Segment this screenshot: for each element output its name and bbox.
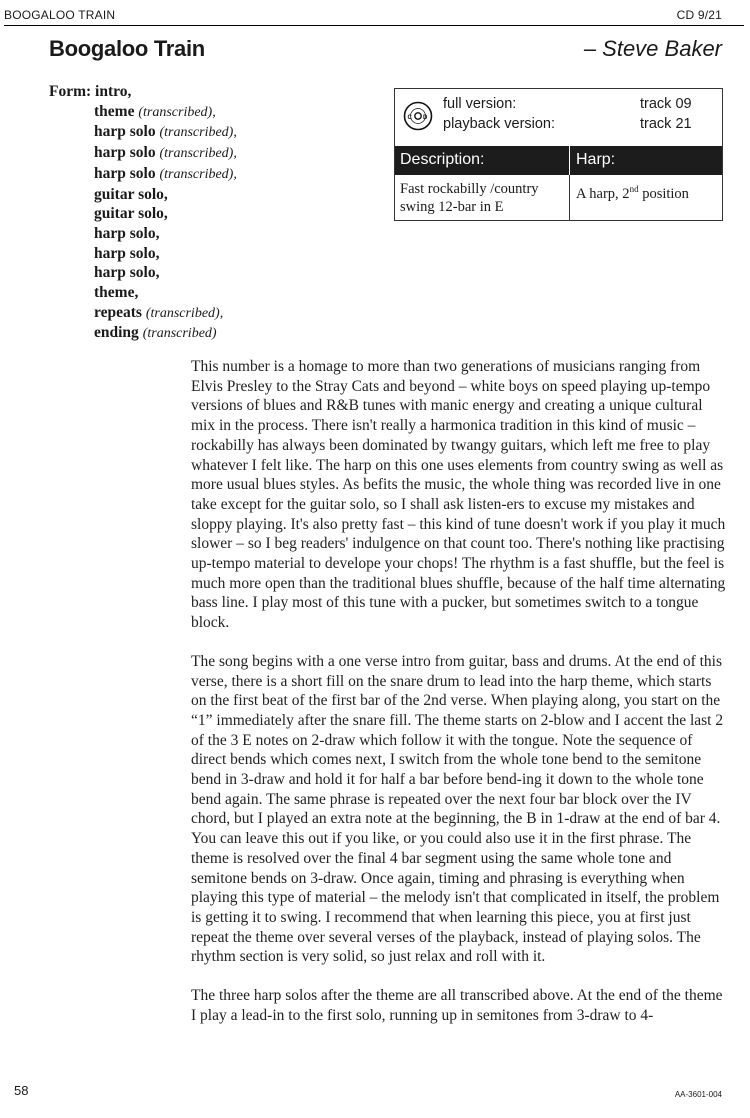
form-part: theme, <box>94 284 139 302</box>
form-item <box>94 244 237 264</box>
harp-value <box>576 180 721 203</box>
form-item <box>94 323 237 344</box>
paragraph: This number is a homage to more than two generations of musicians ranging from Elvis Presley to the Stray Cats and beyond – white boys on speed playing up-tempo versions of blues and R&B tunes with manic energy and creating a unique cultural mix in the process. There isn't really a harmonica tradition in this kind of music – rockabilly has always been dominated by twangy guitars, which left me free to play whatever I felt like. The harp on this one uses elements from country swing as well as more usual blues styles. As befits the music, the whole thing was recorded live in one take except for the guitar solo, so I shall ask listen-ers to excuse my mistakes and sloppy playing. It's also pretty fast – this kind of tune doesn't work if you play it much slower – so I beg readers' indulgence on that count too. There's nothing like practising up-tempo material to develope your chops! The rhythm is a fast shuffle, but the feel is much more open than the traditional blues shuffle, because of the half time alternating bass line. I play most of this tune with a pucker, but sometimes switch to a tongue block. <box>191 358 726 632</box>
harp-header: Harp: <box>576 151 616 168</box>
form-item <box>94 164 237 185</box>
form-part: harp solo, <box>94 244 160 262</box>
svg-text:D: D <box>423 115 428 121</box>
form-part: harp solo <box>94 164 156 182</box>
paragraph: The three harp solos after the theme are all transcribed above. At the end of the theme I play a lead-in to the first solo, running up in semitones from 3-draw to 4- <box>191 987 723 1024</box>
harp-key: A harp, 2 <box>576 185 630 202</box>
form-part: harp solo, <box>94 264 160 282</box>
form-item <box>94 143 237 164</box>
body-text <box>191 357 727 1045</box>
form-item <box>94 224 237 244</box>
form-note: (transcribed), <box>145 305 224 321</box>
form-item <box>94 122 237 143</box>
form-note: (transcribed), <box>159 146 237 162</box>
form-item <box>94 263 237 283</box>
running-header-title: BOOGALOO TRAIN <box>4 8 116 22</box>
track-row <box>395 89 722 145</box>
form-item <box>94 204 237 224</box>
cd-icon <box>403 101 433 131</box>
form-part: guitar solo, <box>94 205 168 223</box>
form-item <box>94 185 237 205</box>
form-item <box>94 283 237 303</box>
form-block <box>49 82 237 344</box>
form-first-part: intro, <box>95 83 132 100</box>
track-info-box <box>394 88 723 221</box>
form-note: (transcribed) <box>142 326 217 342</box>
svg-text:C: C <box>407 115 412 121</box>
form-item <box>94 102 237 123</box>
running-header-cd: CD 9/21 <box>676 8 722 22</box>
description-value: Fast rockabilly /country swing 12-bar in E <box>400 181 539 215</box>
form-note: (transcribed), <box>138 104 216 120</box>
full-version-label: full version: <box>443 96 517 112</box>
playback-version-label: playback version: <box>443 116 556 132</box>
form-label: Form: <box>49 83 92 100</box>
running-header <box>4 6 744 26</box>
form-note: (transcribed), <box>159 166 237 182</box>
form-part: guitar solo, <box>94 185 168 203</box>
form-part: harp solo <box>94 144 156 162</box>
composer: – Steve Baker <box>583 36 722 61</box>
column-divider <box>569 175 570 221</box>
piece-title: Boogaloo Train <box>49 36 205 61</box>
full-version-track: track 09 <box>640 96 692 112</box>
description-header: Description: <box>400 151 485 168</box>
catalog-number: AA-3601-004 <box>674 1090 722 1099</box>
harp-ordinal: nd <box>629 184 639 194</box>
form-part: harp solo <box>94 123 156 141</box>
column-divider <box>569 146 570 175</box>
form-part: ending <box>94 324 139 342</box>
form-item <box>94 303 237 324</box>
form-list <box>94 102 237 344</box>
info-body-row <box>395 175 722 221</box>
paragraph: The song begins with a one verse intro from guitar, bass and drums. At the end of this verse, there is a short fill on the snare drum to lead into the harp theme, which starts on the first beat of the first bar of the 2nd verse. When playing along, you start on the “1” immediately after the snare fill. The theme starts on 2-blow and I accent the last 2 of the 3 E notes on 2-draw which follow it with the tongue. Note the sequence of direct bends which comes next, I switch from the whole tone bend to the semitone bend in 3-draw and hold it for half a bar before bend-ing it down to the whole tone bend again. The same phrase is repeated over the next four bar block over the IV chord, but I played an extra note at the beginning, the B in 1-draw at the end of bar 4. You can leave this out if you like, or you could also use it in the first phrase. The theme is resolved over the final 4 bar segment using the same whole tone and semitone bends on 3-draw. Once again, timing and phrasing is everything when playing this type of material – the melody isn't that complicated in itself, the problem is getting it to swing. I recommend that when learning this piece, you at first just repeat the theme over several verses of the playback, instead of playing solos. The rhythm section is very solid, so just relax and roll with it. <box>191 652 724 966</box>
form-part: theme <box>94 102 135 120</box>
info-header-row <box>395 146 722 175</box>
harp-position: position <box>638 185 689 202</box>
form-note: (transcribed), <box>159 125 237 141</box>
playback-version-track: track 21 <box>640 116 692 132</box>
form-part: harp solo, <box>94 224 160 242</box>
form-part: repeats <box>94 303 142 321</box>
page-number: 58 <box>14 1083 29 1098</box>
